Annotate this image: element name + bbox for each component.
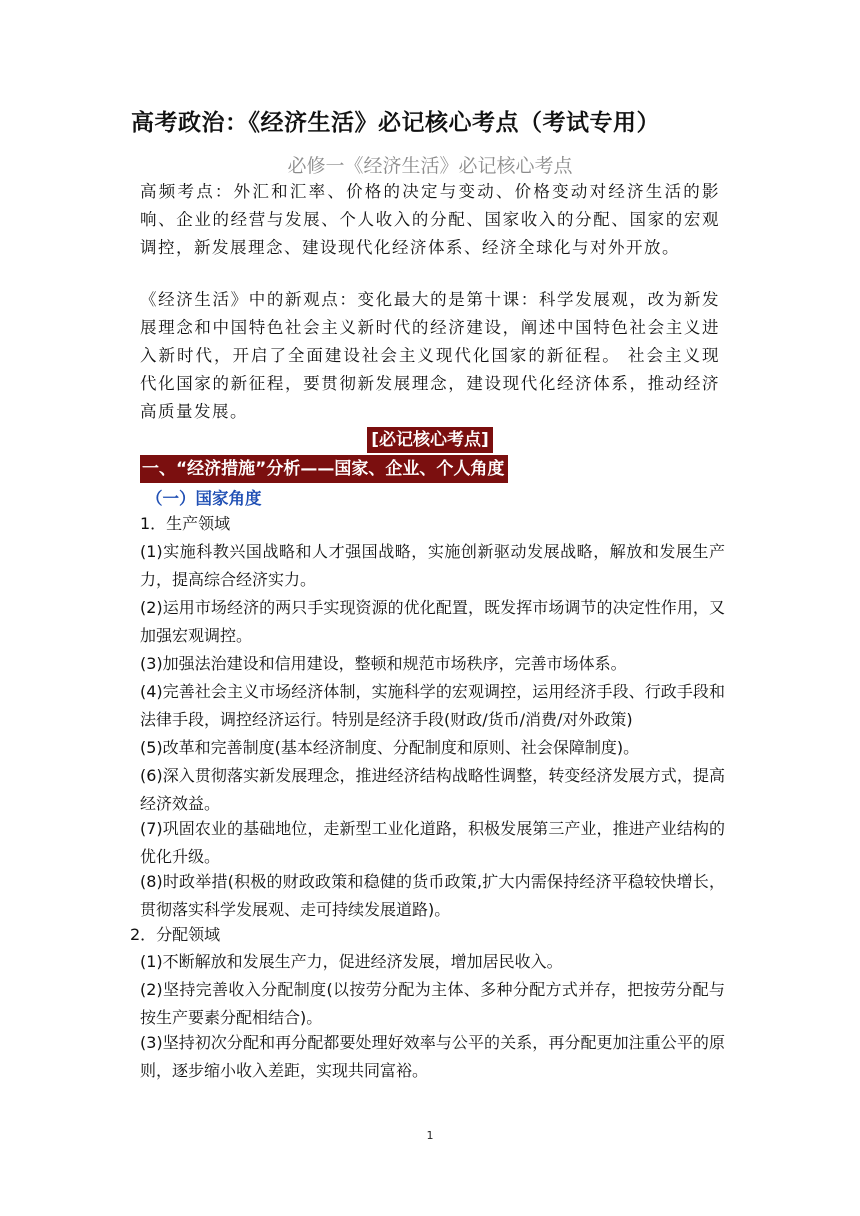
document-title: 高考政治：《经济生活》必记核心考点（考试专用） [131,110,660,136]
new-points-paragraph: 《经济生活》中的新观点：变化最大的是第十课：科学发展观，改为新发展理念和中国特色社会主义新时代的经济建设，阐述中国特色社会主义进入新时代，开启了全面建设社会主义现代化国家的新征程。 社会主义现代化国家的新征程，要贯彻新发展理念，建设现代化经济体系，推动经济高质量发展。 [140,290,720,421]
list-item: (5)改革和完善制度(基本经济制度、分配制度和原则、社会保障制度)。 [140,738,640,757]
page-number: 1 [426,1129,434,1142]
subsection-heading: （一）国家角度 [146,489,262,508]
list-item: (1)不断解放和发展生产力，促进经济发展，增加居民收入。 [140,952,563,971]
list-item: (3)加强法治建设和信用建设，整顿和规范市场秩序，完善市场体系。 [140,654,627,673]
distribution-heading: 2．分配领域 [130,925,221,944]
list-item: (4)完善社会主义市场经济体制，实施科学的宏观调控，运用经济手段、行政手段和法律手段，调控经济运行。特别是经济手段(财政/货币/消费/对外政策) [140,682,725,729]
core-heading: [必记核心考点] [367,427,493,453]
section-heading: 一、“经济措施”分析——国家、企业、个人角度 [140,455,508,483]
document-subtitle: 必修一《经济生活》必记核心考点 [287,155,573,177]
list-item: (1)实施科教兴国战略和人才强国战略，实施创新驱动发展战略，解放和发展生产力，提高综合经济实力。 [140,542,725,589]
list-item: (6)深入贯彻落实新发展理念，推进经济结构战略性调整，转变经济发展方式，提高经济效益。 [140,766,725,813]
core-heading-wrap [0,427,860,453]
list-item: (3)坚持初次分配和再分配都要处理好效率与公平的关系，再分配更加注重公平的原则，逐步缩小收入差距，实现共同富裕。 [140,1033,725,1080]
list-item: (7)巩固农业的基础地位，走新型工业化道路，积极发展第三产业，推进产业结构的优化升级。 [140,819,725,866]
list-item: (2)运用市场经济的两只手实现资源的优化配置，既发挥市场调节的决定性作用，又加强宏观调控。 [140,598,725,645]
production-heading: 1．生产领域 [140,514,231,533]
list-item: (8)时政举措(积极的财政政策和稳健的货币政策,扩大内需保持经济平稳较快增长，贯彻落实科学发展观、走可持续发展道路)。 [140,872,725,919]
intro-paragraph: 高频考点：外汇和汇率、价格的决定与变动、价格变动对经济生活的影响、企业的经营与发展、个人收入的分配、国家收入的分配、国家的宏观调控，新发展理念、建设现代化经济体系、经济全球化与对外开放。 [140,182,720,257]
list-item: (2)坚持完善收入分配制度(以按劳分配为主体、多种分配方式并存，把按劳分配与按生产要素分配相结合)。 [140,980,725,1027]
